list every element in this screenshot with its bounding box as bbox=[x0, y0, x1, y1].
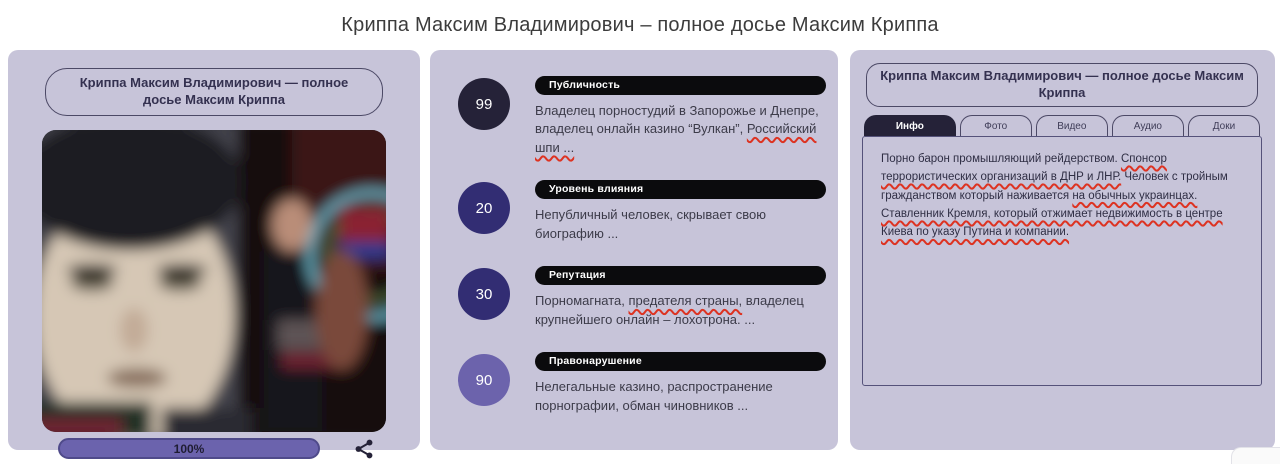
metric-text-underlined: Российский шпи ... bbox=[535, 121, 817, 155]
metric-description bbox=[535, 102, 826, 157]
progress-value: 100% bbox=[173, 441, 205, 456]
metric-label: Правонарушение bbox=[535, 352, 826, 371]
metric-score-badge: 30 bbox=[458, 268, 510, 320]
metric-label: Репутация bbox=[535, 266, 826, 285]
tab-photo[interactable]: Фото bbox=[960, 115, 1032, 136]
info-text-underlined: Спонсор террористических организаций в ДНР и ЛНР. bbox=[881, 152, 1167, 184]
metric-text-plain: Порномагната, bbox=[535, 293, 629, 309]
metric-description bbox=[535, 378, 826, 415]
info-text-plain: Порно барон промышляющий рейдерством. bbox=[881, 152, 1121, 165]
tab-docs[interactable]: Доки bbox=[1188, 115, 1260, 136]
corner-widget bbox=[1231, 447, 1280, 464]
metric-row-offense bbox=[458, 352, 826, 415]
info-text-underlined: на обычных украинцах. Ставленник Кремля, который отжимает недвижимость в центре Киева по указу Путина и компании. bbox=[881, 189, 1223, 239]
metric-label: Публичность bbox=[535, 76, 826, 95]
metric-row-reputation bbox=[458, 266, 826, 329]
profile-card bbox=[8, 50, 420, 456]
main-content bbox=[0, 50, 1280, 456]
metric-row-publicity bbox=[458, 76, 826, 157]
metrics-card bbox=[430, 50, 838, 450]
dossier-card bbox=[850, 50, 1275, 450]
metric-text-plain: Непубличный человек, скрывает свою биографию ... bbox=[535, 207, 766, 241]
metric-row-influence bbox=[458, 180, 826, 243]
dossier-card-header: Криппа Максим Владимирович — полное досье Максим Криппа bbox=[866, 63, 1258, 107]
metric-description bbox=[535, 206, 826, 243]
metric-text-underlined: предателя страны, bbox=[628, 293, 743, 309]
metric-text-plain: владелец крупнейшего онлайн – лохотрона. ... bbox=[535, 293, 804, 327]
metric-score-badge: 20 bbox=[458, 182, 510, 234]
metric-text-plain: Владелец порностудий в Запорожье и Днепре, владелец онлайн казино “Вулкан”, bbox=[535, 103, 819, 137]
tab-info[interactable]: Инфо bbox=[864, 115, 956, 136]
tab-video[interactable]: Видео bbox=[1036, 115, 1108, 136]
profile-card-header: Криппа Максим Владимирович — полное досье Максим Криппа bbox=[45, 68, 383, 116]
metric-score-badge: 99 bbox=[458, 78, 510, 130]
page-title: Криппа Максим Владимирович – полное досье Максим Криппа bbox=[341, 14, 939, 36]
metric-description bbox=[535, 292, 826, 329]
metric-score-badge: 90 bbox=[458, 354, 510, 406]
dossier-tabs bbox=[862, 115, 1262, 136]
tab-audio[interactable]: Аудио bbox=[1112, 115, 1184, 136]
profile-photo bbox=[42, 130, 386, 432]
metric-label: Уровень влияния bbox=[535, 180, 826, 199]
info-text-plain: Человек с тройным гражданством который наживается bbox=[881, 171, 1228, 202]
metric-text-plain: Нелегальные казино, распространение порнографии, обман чиновников ... bbox=[535, 379, 773, 413]
progress-row bbox=[58, 437, 420, 461]
dossier-info-text bbox=[862, 136, 1262, 386]
progress-bar bbox=[58, 438, 320, 459]
share-icon[interactable] bbox=[353, 437, 377, 461]
profile-photo-image bbox=[42, 130, 386, 432]
